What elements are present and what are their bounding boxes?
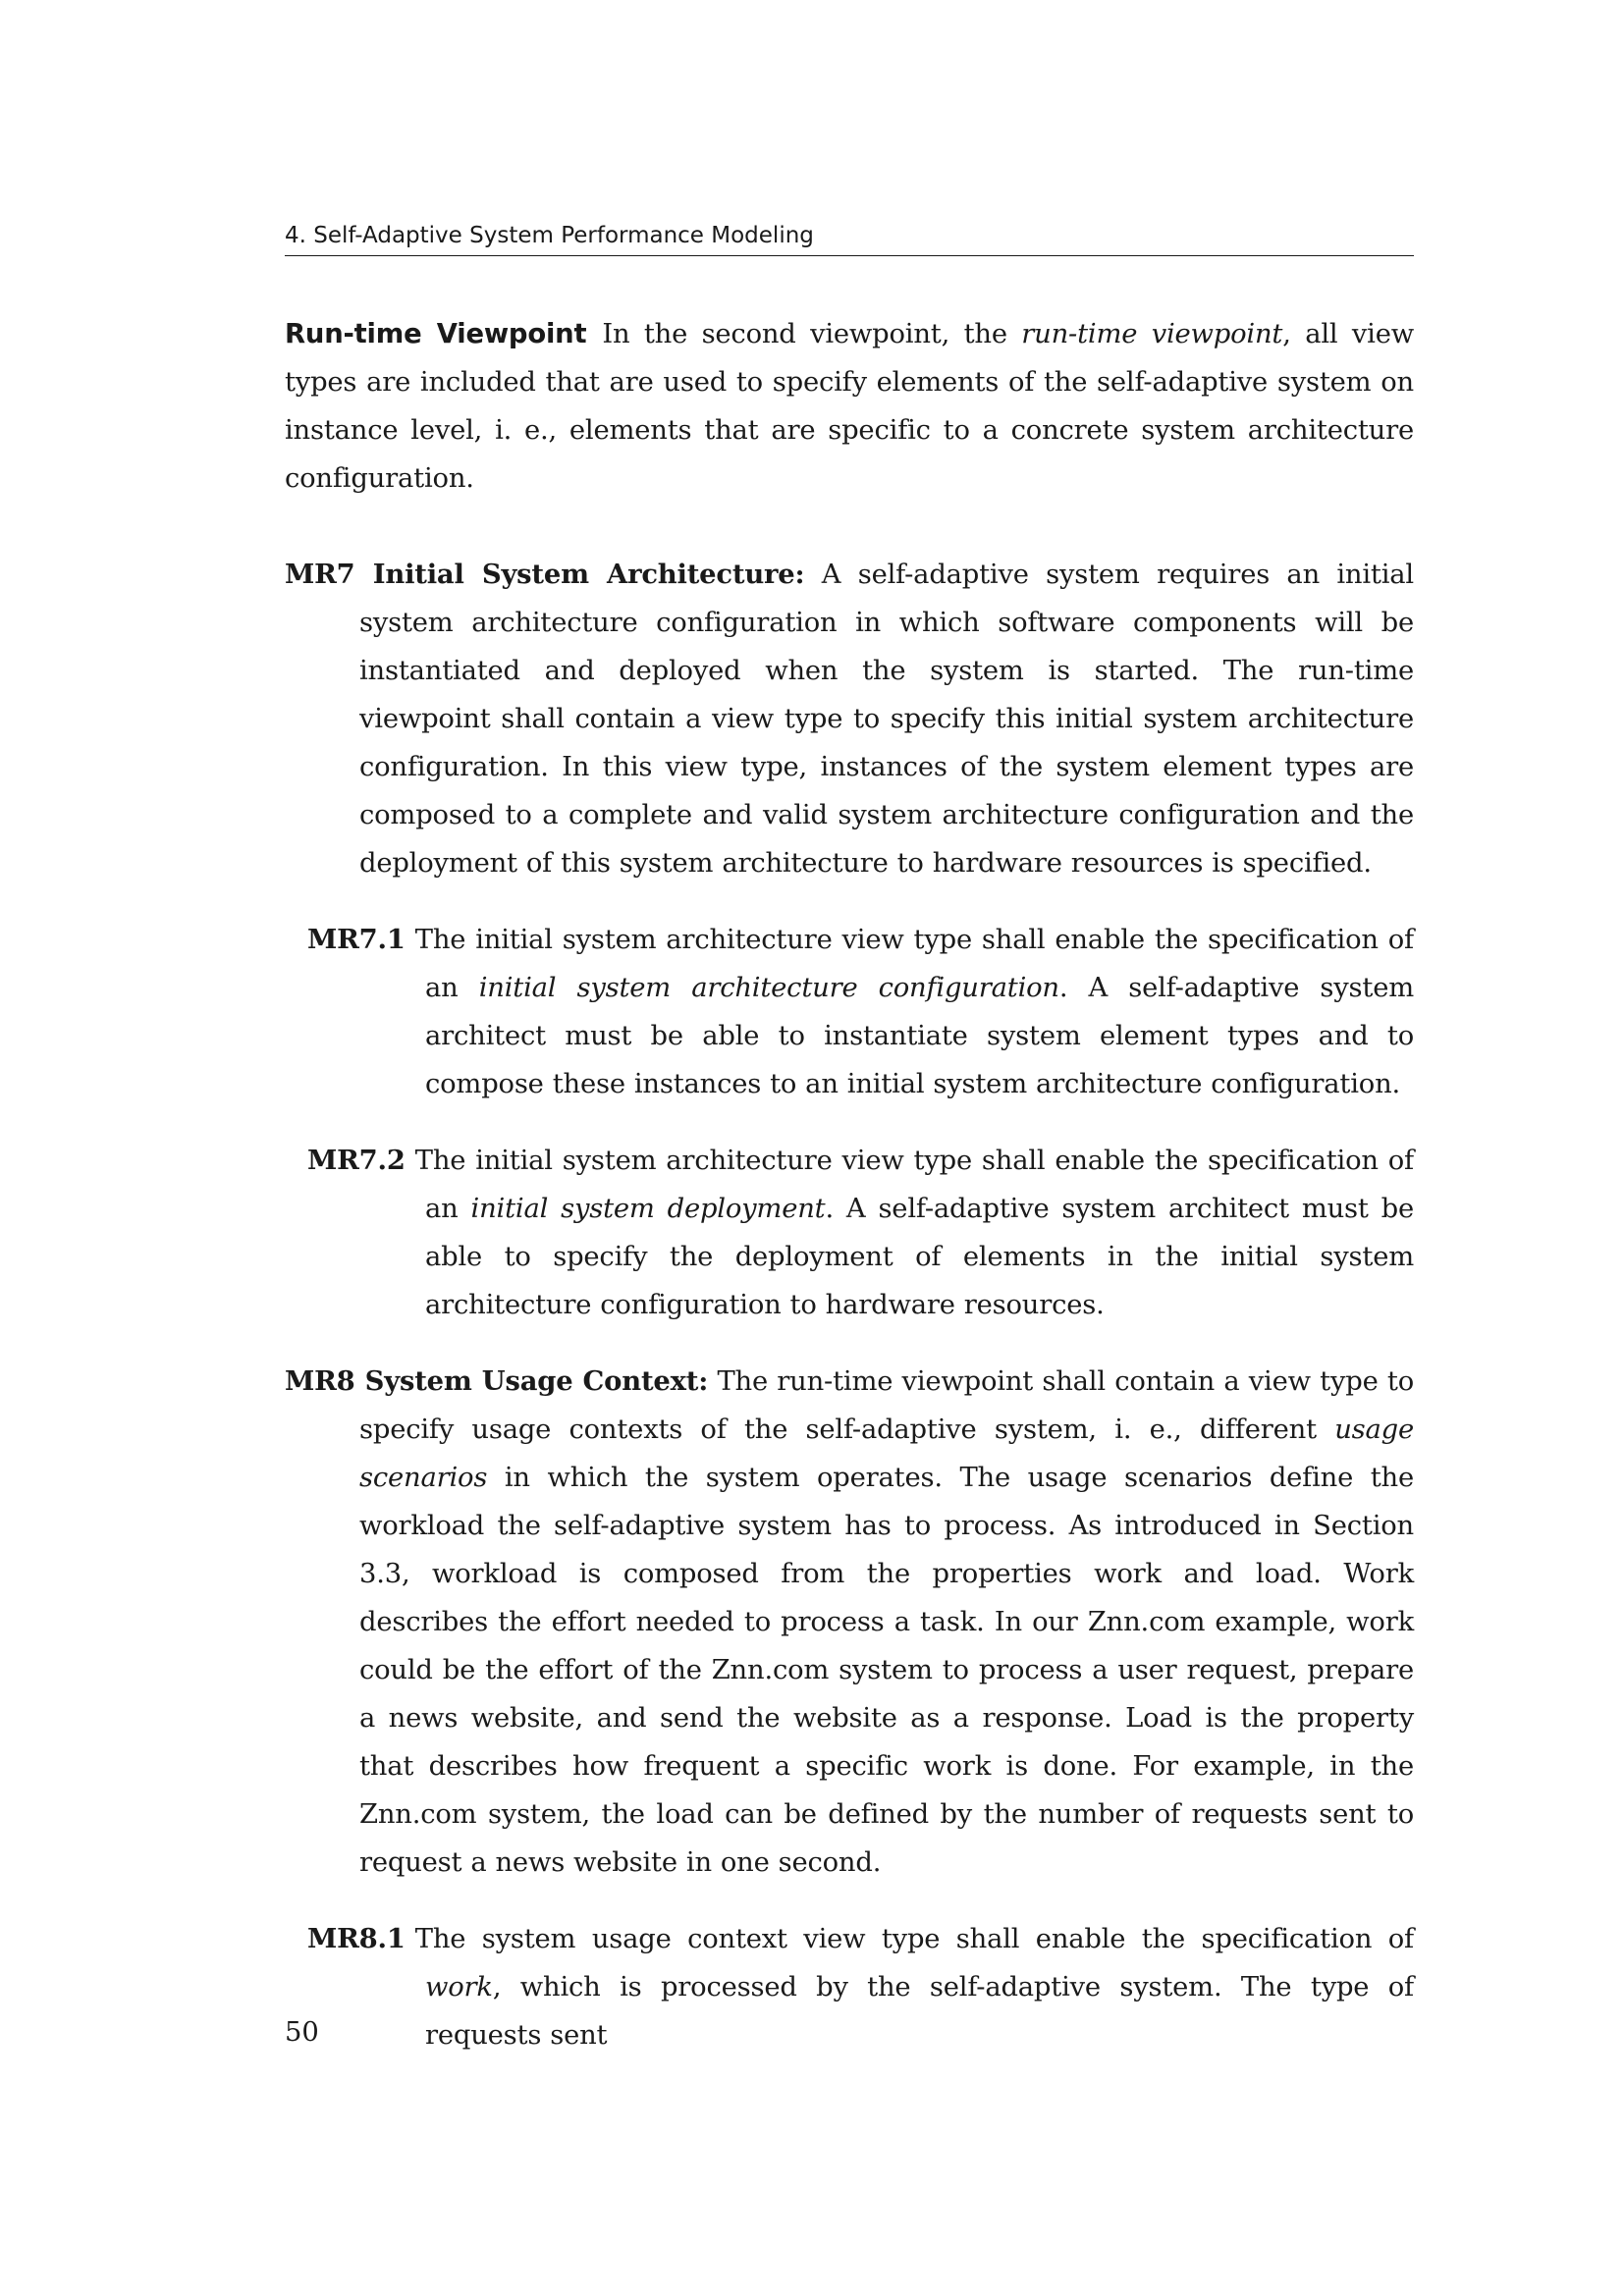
requirement-text-before: The initial system architecture view type shall enable the specification of an [414,1146,1414,1224]
viewpoint-heading: Run-time Viewpoint [285,319,587,349]
requirement-text-before: The run-time viewpoint shall contain a view type to specify usage contexts of the self-adaptive system, i. e., different [359,1366,1414,1445]
requirement-mr7 [285,551,1414,887]
requirement-label: MR8.1 [307,1923,406,1954]
requirement-text-after: . A self-adaptive system architect must be able to instantiate system element types and to compose these instances to an initial system architecture configuration. [425,973,1414,1099]
requirement-emphasis: initial system architecture configuration [478,973,1059,1003]
page-body [285,310,1414,2088]
requirement-mr7-1 [285,916,1414,1108]
requirement-mr7-2 [285,1137,1414,1329]
running-header: 4. Self-Adaptive System Performance Modeling [285,223,814,248]
page-number: 50 [285,2017,319,2048]
requirement-mr8-1 [285,1915,1414,2059]
requirement-text: A self-adaptive system requires an initial system architecture configuration in which software components will be instantiated and deployed when the system is started. The run-time viewpoint shall contain a view type to specify this initial system architecture configuration. In this view type, instances of the system element types are composed to a complete and valid system architecture configuration and the deployment of this system architecture to hardware resources is specified. [359,560,1414,879]
requirement-text-before: The system usage context view type shall enable the specification of [414,1924,1414,1954]
viewpoint-text-after: , all view types are included that are used to specify elements of the self-adaptive system on instance level, i. e., elements that are specific to a concrete system architecture configuration. [285,319,1414,494]
viewpoint-paragraph [285,310,1414,503]
requirement-text-after: , which is processed by the self-adaptive system. The type of requests sent [425,1972,1414,2051]
requirement-label: MR7.2 [307,1145,406,1176]
requirement-label: MR7 Initial System Architecture: [285,559,805,590]
requirement-emphasis: usage scenarios [359,1415,1414,1493]
requirement-text-before: The initial system architecture view type shall enable the specification of an [414,925,1414,1003]
viewpoint-text-before: In the second viewpoint, the [602,319,1022,349]
requirement-text-after: in which the system operates. The usage scenarios define the workload the self-adaptive system has to process. As introduced in Section 3.3, workload is composed from the properties work and load. Work describes the effort needed to process a task. In our Znn.com example, work could be the effort of the Znn.com system to process a user request, prepare a news website, and send the website as a response. Load is the property that describes how frequent a specific work is done. For example, in the Znn.com system, the load can be defined by the number of requests sent to request a news website in one second. [359,1463,1414,1878]
header-rule [285,255,1414,256]
requirement-label: MR8 System Usage Context: [285,1365,709,1397]
requirement-text-after: . A self-adaptive system architect must be able to specify the deployment of elements in the initial system architecture configuration to hardware resources. [425,1194,1415,1320]
requirement-emphasis: initial system deployment [470,1194,826,1224]
requirement-emphasis: work [425,1972,493,2002]
requirement-label: MR7.1 [307,924,406,955]
requirement-mr8 [285,1358,1414,1887]
viewpoint-emphasis: run-time viewpoint [1021,319,1283,349]
